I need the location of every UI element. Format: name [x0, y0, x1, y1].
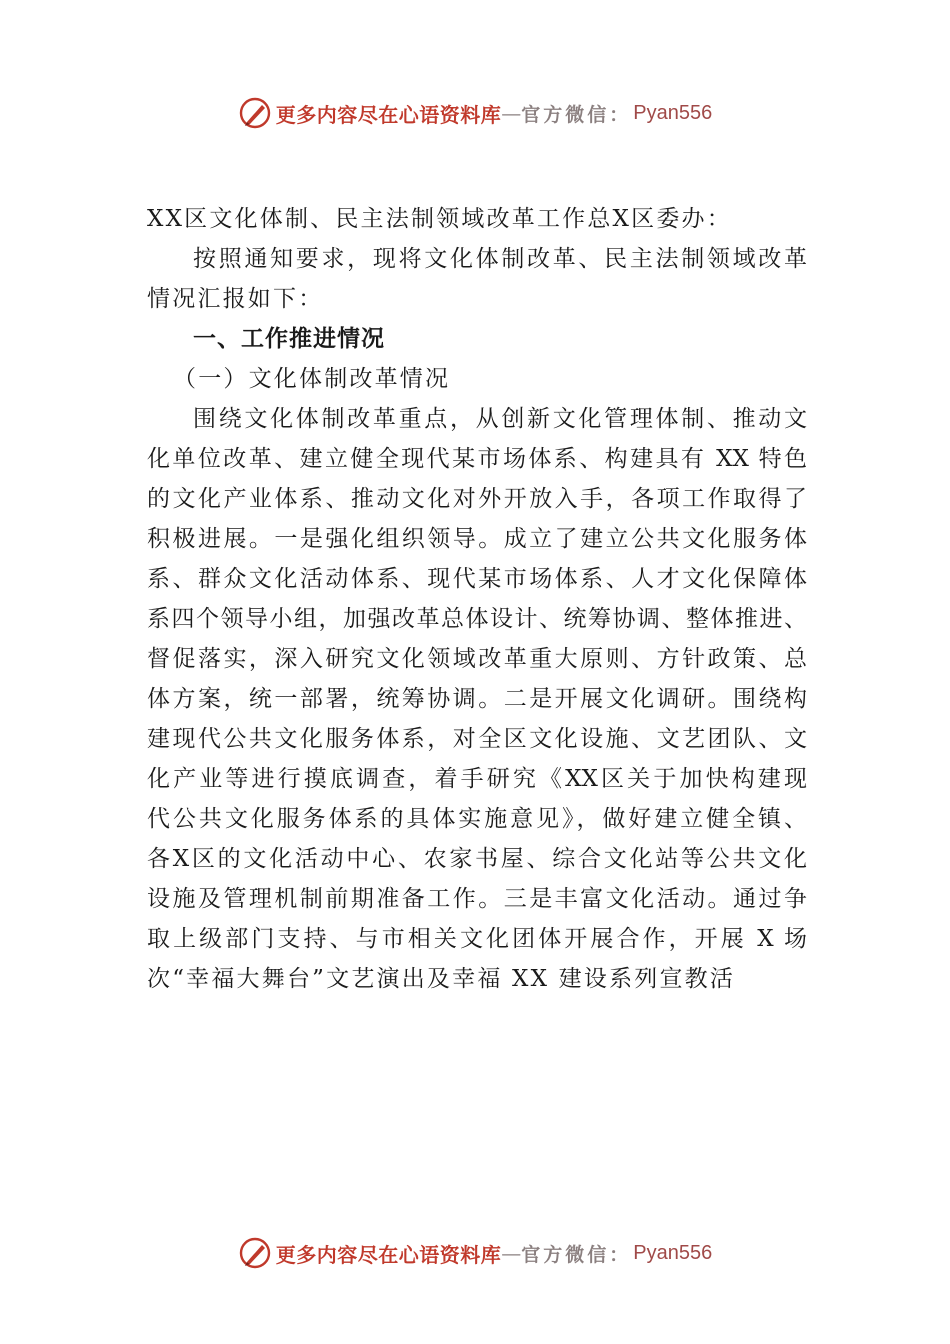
document-body [147, 185, 807, 999]
watermark-header [0, 95, 950, 131]
watermark-text: 更多内容尽在心语资料库 [275, 102, 502, 127]
pen-circle-logo-icon [238, 1236, 272, 1270]
paragraph-line: 化单位改革、建立健全现代某市场体系、构建具有 XX 特色 [147, 446, 807, 472]
paragraph-line: 的文化产业体系、推动文化对外开放入手，各项工作取得了 [147, 486, 807, 512]
paragraph-line: 取上级部门支持、与市相关文化团体开展合作，开展 X 场 [147, 926, 807, 952]
section-subheading: （一）文化体制改革情况 [173, 366, 451, 392]
watermark-account: Pyan556 [633, 101, 713, 124]
paragraph-line: 次“幸福大舞台”文艺演出及幸福 XX 建设系列宣教活 [147, 966, 736, 992]
paragraph-line: 代公共文化服务体系的具体实施意见》，做好建立健全镇、 [147, 806, 807, 832]
paragraph-line: 化产业等进行摸底调查，着手研究《XX区关于加快构建现 [147, 766, 807, 792]
paragraph-line: 设施及管理机制前期准备工作。三是丰富文化活动。通过争 [147, 886, 807, 912]
paragraph-line: 围绕文化体制改革重点，从创新文化管理体制、推动文 [193, 406, 807, 432]
pen-circle-logo-icon [238, 96, 272, 130]
paragraph-line: 积极进展。一是强化组织领导。成立了建立公共文化服务体 [147, 526, 807, 552]
document-title: XX区文化体制、民主法制领域改革工作总X区委办： [147, 206, 732, 232]
watermark-label: 官方微信： [521, 103, 632, 126]
paragraph-line: 督促落实，深入研究文化领域改革重大原则、方针政策、总 [147, 646, 807, 672]
watermark-label: 官方微信： [521, 1243, 632, 1266]
intro-line: 按照通知要求，现将文化体制改革、民主法制领域改革 [193, 246, 807, 272]
paragraph-line: 系、群众文化活动体系、现代某市场体系、人才文化保障体 [147, 566, 807, 592]
watermark-separator: — [501, 101, 522, 125]
watermark-account: Pyan556 [633, 1241, 713, 1264]
watermark-footer [0, 1235, 950, 1271]
paragraph-line: 体方案，统一部署，统筹协调。二是开展文化调研。围绕构 [147, 686, 807, 712]
watermark-text: 更多内容尽在心语资料库 [275, 1242, 502, 1267]
paragraph-line: 系四个领导小组，加强改革总体设计、统筹协调、整体推进、 [147, 606, 807, 632]
section-heading: 一、工作推进情况 [193, 326, 385, 352]
intro-line: 情况汇报如下： [147, 286, 324, 312]
paragraph-line: 各X区的文化活动中心、农家书屋、综合文化站等公共文化 [147, 846, 807, 872]
paragraph-line: 建现代公共文化服务体系，对全区文化设施、文艺团队、文 [147, 726, 807, 752]
watermark-separator: — [501, 1241, 522, 1265]
